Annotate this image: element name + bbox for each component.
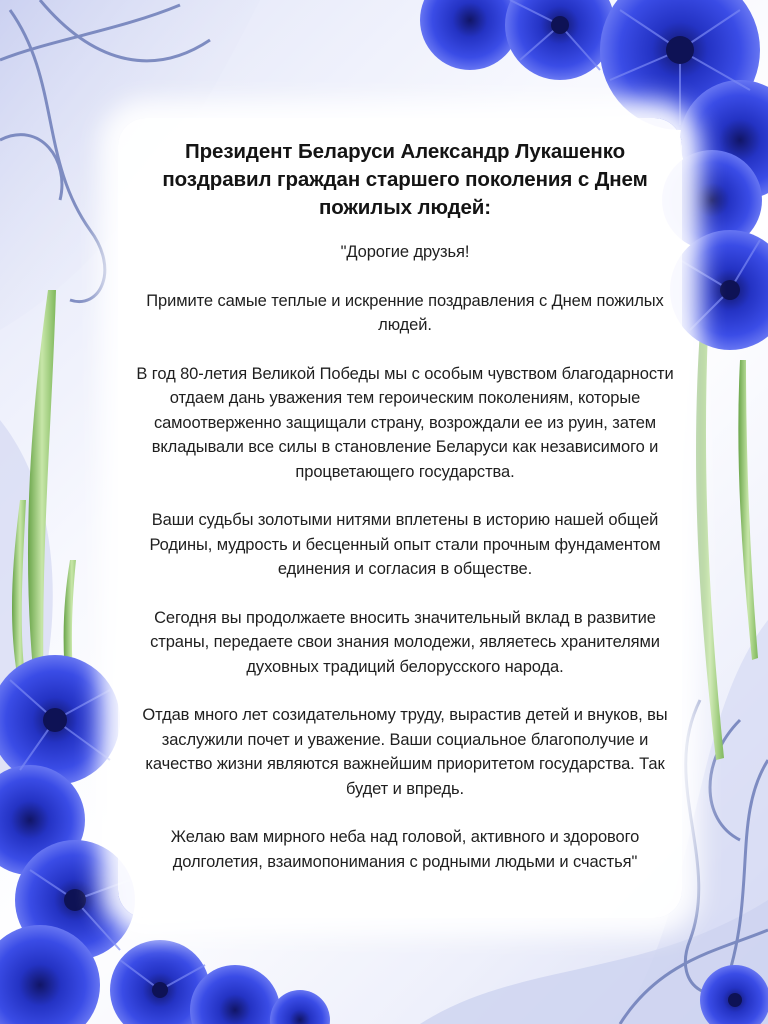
greeting-text [130, 134, 680, 924]
paragraph: Примите самые теплые и искренние поздравления с Днем пожилых людей. [146, 291, 664, 334]
page-title: Президент Беларуси Александр Лукашенко поздравил граждан старшего поколения с Днем пожилых людей: [162, 140, 648, 219]
paragraph: Сегодня вы продолжаете вносить значительный вклад в развитие страны, передаете свои знания молодежи, являетесь хранителями духовных традиций белорусского народа. [150, 608, 660, 676]
paragraph: В год 80-летия Великой Победы мы с особым чувством благодарности отдаем дань уважения тем героическим поколениям, которые самоотверженно защищали страну, возрождали ее из руин, затем вкладывали все силы в становление Беларуси как независимого и процветающего государства. [136, 364, 674, 481]
paragraph: Ваши судьбы золотыми нитями вплетены в историю нашей общей Родины, мудрость и бесценный опыт стали прочным фундаментом единения и согласия в обществе. [149, 511, 661, 578]
paragraph: Отдав много лет созидательному труду, вырастив детей и внуков, вы заслужили почет и уважение. Ваши социальное благополучие и качество жизни являются важнейшим приоритетом государства. Так будет и впредь. [142, 706, 668, 798]
paragraph: Желаю вам мирного неба над головой, активного и здорового долголетия, взаимопонимания с родными людьми и счастья" [170, 828, 640, 871]
greeting-line: "Дорогие друзья! [340, 243, 470, 261]
